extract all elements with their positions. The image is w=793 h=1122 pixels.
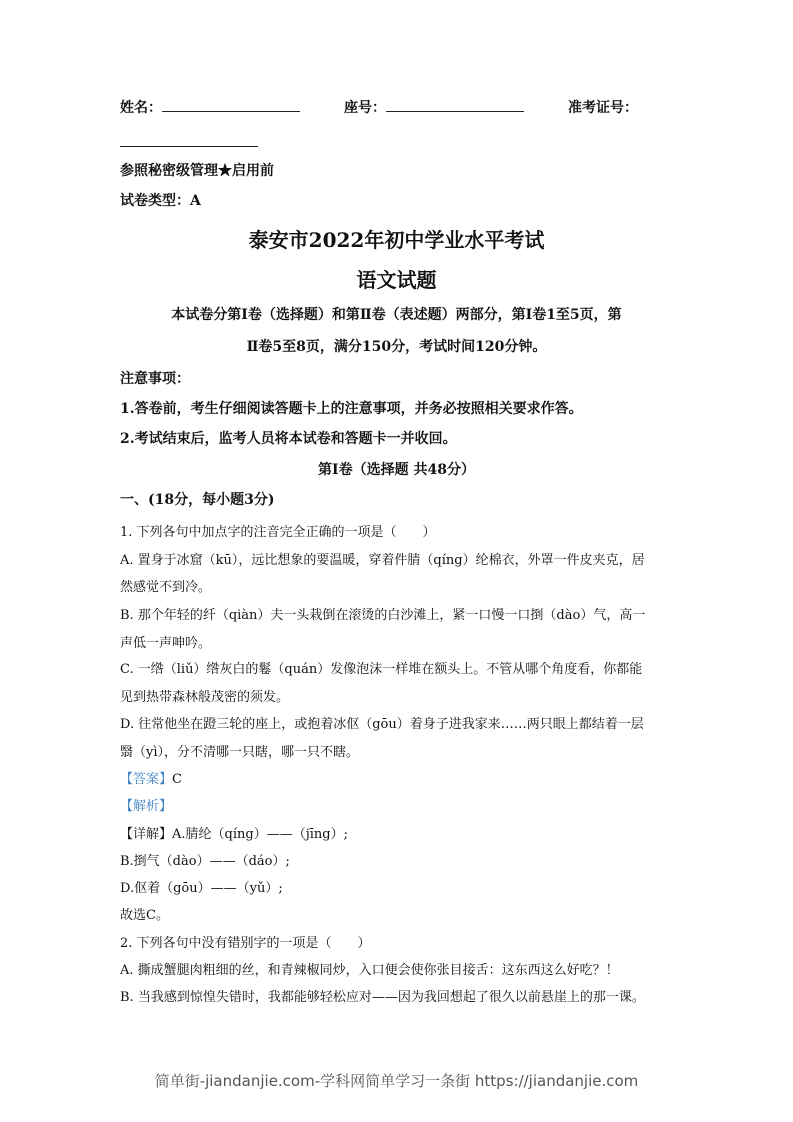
q2-option-a: A. 撕成蟹腿肉粗细的丝，和青辣椒同炒，入口便会使你张目接舌：这东西这么好吃？！	[120, 963, 619, 978]
q1-stem: 1. 下列各句中加点字的注音完全正确的一项是（ ）	[120, 525, 436, 540]
q1-option-d-line2: 翳（yì），分不清哪一只瞎，哪一只不瞎。	[120, 745, 360, 760]
notes-heading: 注意事项：	[120, 371, 190, 387]
paper-type: 试卷类型：A	[120, 193, 201, 209]
secrecy-label: 参照秘密级管理★启用前	[120, 163, 274, 179]
answer-label: 【答案】	[120, 772, 173, 787]
detail-conclusion: 故选C。	[120, 908, 169, 923]
note-item-1: 1.答卷前，考生仔细阅读答题卡上的注意事项，并务必按照相关要求作答。	[120, 401, 583, 417]
name-blank[interactable]	[162, 99, 300, 112]
candidate-info-row	[120, 97, 638, 117]
part-title: 一、(18分，每小题3分)	[120, 492, 275, 508]
q1-option-c-line2: 见到热带森林般茂密的须发。	[120, 690, 290, 705]
analysis-label: 【解析】	[120, 799, 173, 814]
q1-option-b-line1: B. 那个年轻的纤（qiàn）夫一头栽倒在滚烫的白沙滩上，紧一口慢一口捯（dào）气，高一	[120, 608, 646, 623]
q2-option-b: B. 当我感到惊惶失错时，我都能够轻松应对——因为我回想起了很久以前悬崖上的那一课。	[120, 990, 645, 1005]
intro-line-1: 本试卷分第Ⅰ卷（选择题）和第Ⅱ卷（表述题）两部分，第Ⅰ卷1至5页，第	[171, 307, 622, 323]
detail-line-b: B.捯气（dào）——（dáo）;	[120, 854, 290, 869]
volume-title: 第Ⅰ卷（选择题 共48分）	[318, 462, 475, 478]
detail-row-1	[120, 823, 348, 842]
q1-answer-row	[120, 768, 182, 787]
q2-stem: 2. 下列各句中没有错别字的一项是（ ）	[120, 936, 371, 951]
seat-blank[interactable]	[386, 99, 524, 112]
answer-value: C	[172, 772, 182, 787]
subject-title: 语文试题	[356, 268, 437, 292]
exam-title: 泰安市2022年初中学业水平考试	[248, 228, 545, 252]
detail-line-a: A.腈纶（qíng）——（jīng）;	[172, 827, 348, 842]
seat-label: 座号：	[344, 100, 386, 116]
q1-option-d-line1: D. 往常他坐在蹬三轮的座上，或抱着冰伛（gōu）着身子进我家来……两只眼上都结着一层	[120, 717, 644, 732]
detail-label: 【详解】	[120, 827, 173, 842]
exam-id-blank[interactable]	[120, 134, 258, 147]
q1-option-a-line1: A. 置身于冰窟（kū），远比想象的要温暖，穿着件腈（qíng）纶棉衣，外罩一件皮夹克，居	[120, 553, 645, 568]
q1-option-b-line2: 声低一声呻吟。	[120, 636, 212, 651]
footer-watermark: 简单街-jiandanjie.com-学科网简单学习一条街 https://jiandanjie.com	[154, 1072, 639, 1090]
exam-id-blank-row	[120, 132, 258, 151]
name-label: 姓名：	[120, 100, 162, 116]
q1-option-a-line2: 然感觉不到冷。	[120, 580, 212, 595]
intro-line-2: Ⅱ卷5至8页，满分150分，考试时间120分钟。	[246, 339, 547, 355]
q1-option-c-line1: C. 一绺（liǔ）绺灰白的鬈（quán）发像泡沫一样堆在额头上。不管从哪个角度看，你都能	[120, 662, 643, 677]
detail-line-d: D.伛着（gōu）——（yǔ）;	[120, 881, 283, 896]
exam-id-label: 准考证号：	[568, 100, 638, 116]
note-item-2: 2.考试结束后，监考人员将本试卷和答题卡一并收回。	[120, 431, 457, 447]
